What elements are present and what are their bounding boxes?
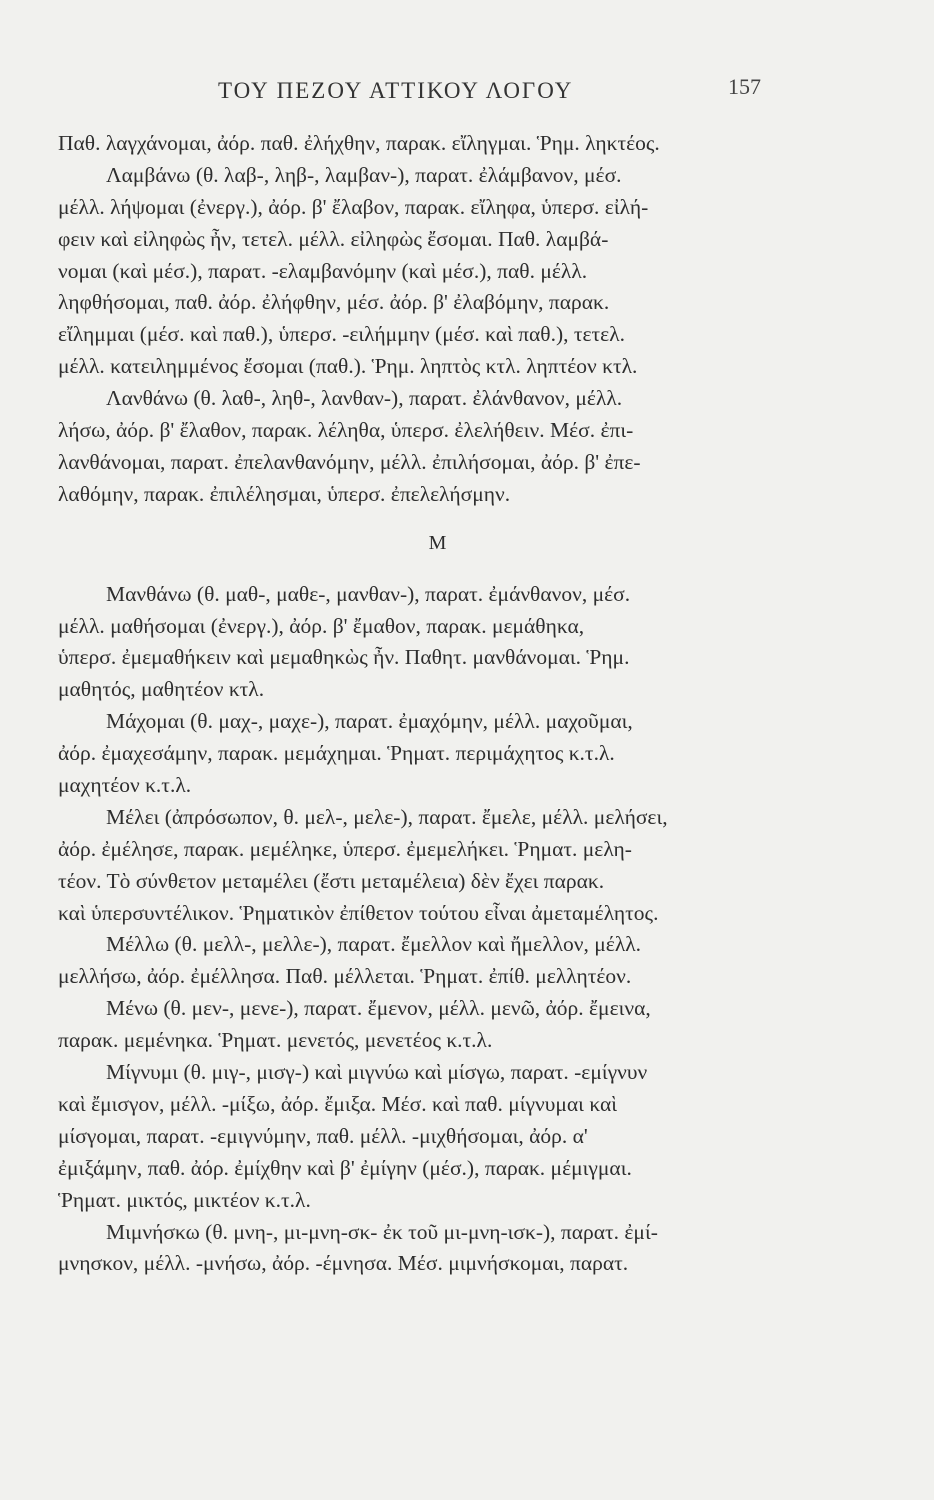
entry-text-line: ἀόρ. ἐμαχεσάμην, παρακ. μεμάχημαι. Ῥηματ. περιμάχητος κ.τ.λ. <box>58 741 615 766</box>
entry-text-line: ἐμιξάμην, παθ. ἀόρ. ἐμίχθην καὶ β' ἐμίγην (μέσ.), παρακ. μέμιγμαι. <box>58 1155 632 1180</box>
entry-text-line: μαχητέον κ.τ.λ. <box>58 773 192 798</box>
entry-text-line: μνησκον, μέλλ. -μνήσω, ἀόρ. -έμνησα. Μέσ. μιμνήσκομαι, παρατ. <box>58 1251 629 1276</box>
entry-text-line: μέλλ. λήψομαι (ἐνεργ.), ἀόρ. β' ἔλαβον, παρακ. εἴληφα, ὑπερσ. εἰλή- <box>58 194 649 219</box>
entry-text-line: καὶ ἔμισγον, μέλλ. -μίξω, ἀόρ. ἔμιξα. Μέσ. καὶ παθ. μίγνυμαι καὶ <box>58 1091 618 1116</box>
entry-text-line: ἀόρ. ἐμέλησε, παρακ. μεμέληκε, ὑπερσ. ἐμεμελήκει. Ῥηματ. μελη- <box>58 836 632 861</box>
entry-text-line: μέλλ. κατειλημμένος ἔσομαι (παθ.). Ῥημ. ληπτὸς κτλ. ληπτέον κτλ. <box>58 354 638 379</box>
page-number: 157 <box>728 74 761 99</box>
entry-headword-line: Μέλλω (θ. μελλ-, μελλε-), παρατ. ἔμελλον καὶ ἤμελλον, μέλλ. <box>106 932 642 957</box>
entry-headword-line: Μέλει (ἀπρόσωπον, θ. μελ-, μελε-), παρατ. ἔμελε, μέλλ. μελήσει, <box>106 804 668 829</box>
entry-text-line: μέλλ. μαθήσομαι (ἐνεργ.), ἀόρ. β' ἔμαθον, παρακ. μεμάθηκα, <box>58 613 585 638</box>
entry-text-line: ληφθήσομαι, παθ. ἀόρ. ἐλήφθην, μέσ. ἀόρ. β' ἐλαβόμην, παρακ. <box>58 290 610 315</box>
dictionary-body <box>58 128 798 1280</box>
entry-headword-line: Μάχομαι (θ. μαχ-, μαχε-), παρατ. ἐμαχόμην, μέλλ. μαχοῦμαι, <box>106 709 633 734</box>
section-letter: Μ <box>428 531 448 554</box>
entry-text-line: Ῥηματ. μικτός, μικτέον κ.τ.λ. <box>58 1187 311 1212</box>
entries-after-section <box>58 579 798 1281</box>
entry-text-line: μίσγομαι, παρατ. -εμιγνύμην, παθ. μέλλ. -μιχθήσομαι, ἀόρ. α' <box>58 1123 588 1148</box>
entry-text-line: παρακ. μεμένηκα. Ῥηματ. μενετός, μενετέος κ.τ.λ. <box>58 1028 493 1053</box>
entry-text-line: τέον. Τὸ σύνθετον μεταμέλει (ἔστι μεταμέλεια) δὲν ἔχει παρακ. <box>58 868 605 893</box>
entry-headword-line: Λανθάνω (θ. λαθ-, ληθ-, λανθαν-), παρατ. ἐλάνθανον, μέλλ. <box>106 386 623 411</box>
entry-headword-line: Λαμβάνω (θ. λαβ-, ληβ-, λαμβαν-), παρατ. ἐλάμβανον, μέσ. <box>106 162 622 187</box>
entry-text-line: λήσω, ἀόρ. β' ἔλαθον, παρακ. λέληθα, ὑπερσ. ἐλελήθειν. Μέσ. ἐπι- <box>58 418 634 443</box>
entry-text-line: εἴλημμαι (μέσ. καὶ παθ.), ὑπερσ. -ειλήμμην (μέσ. καὶ παθ.), τετελ. <box>58 322 625 347</box>
entry-headword-line: Μένω (θ. μεν-, μενε-), παρατ. ἔμενον, μέλλ. μενῶ, ἀόρ. ἔμεινα, <box>106 996 651 1021</box>
entry-headword-line: Μιμνήσκω (θ. μνη-, μι-μνη-σκ- ἐκ τοῦ μι-μνη-ισκ-), παρατ. ἐμί- <box>106 1219 658 1244</box>
running-title: ΤΟΥ ΠΕΖΟΥ ΑΤΤΙΚΟΥ ΛΟΓΟΥ <box>218 78 574 103</box>
entry-text-line: Παθ. λαγχάνομαι, ἀόρ. παθ. ἐλήχθην, παρακ. εἴληγμαι. Ῥημ. ληκτέος. <box>58 131 660 155</box>
entries-before-section <box>58 128 798 511</box>
entry-text-line: λαθόμην, παρακ. ἐπιλέλησμαι, ὑπερσ. ἐπελελήσμην. <box>58 481 511 506</box>
entry-headword-line: Μανθάνω (θ. μαθ-, μαθε-, μανθαν-), παρατ. ἐμάνθανον, μέσ. <box>106 581 631 606</box>
entry-text-line: λανθάνομαι, παρατ. ἐπελανθανόμην, μέλλ. ἐπιλήσομαι, ἀόρ. β' ἐπε- <box>58 449 641 474</box>
entry-text-line: φειν καὶ εἰληφὼς ἦν, τετελ. μέλλ. εἰληφὼς ἔσομαι. Παθ. λαμβά- <box>58 226 609 251</box>
entry-text-line: μελλήσω, ἀόρ. ἐμέλλησα. Παθ. μέλλεται. Ῥηματ. ἐπίθ. μελλητέον. <box>58 964 632 989</box>
entry-text-line: ὑπερσ. ἐμεμαθήκειν καὶ μεμαθηκὼς ἦν. Παθητ. μανθάνομαι. Ῥημ. <box>58 645 630 670</box>
entry-text-line: καὶ ὑπερσυντέλικον. Ῥηματικὸν ἐπίθετον τούτου εἶναι ἀμεταμέλητος. <box>58 900 659 925</box>
entry-text-line: νομαι (καὶ μέσ.), παρατ. -ελαμβανόμην (καὶ μέσ.), παθ. μέλλ. <box>58 258 588 283</box>
page-header <box>0 74 934 114</box>
entry-text-line: μαθητός, μαθητέον κτλ. <box>58 677 265 702</box>
entry-headword-line: Μίγνυμι (θ. μιγ-, μισγ-) καὶ μιγνύω καὶ μίσγω, παρατ. -εμίγνυν <box>106 1060 648 1085</box>
